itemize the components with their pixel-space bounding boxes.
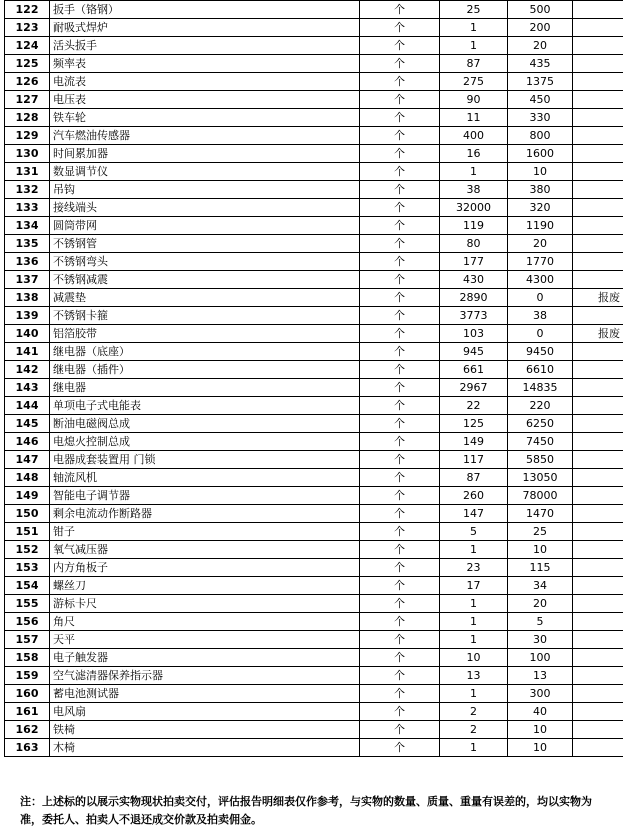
- item-note: [573, 505, 623, 523]
- item-value: 34: [508, 577, 573, 595]
- item-note: [573, 163, 623, 181]
- item-quantity: 149: [440, 433, 508, 451]
- item-number: 153: [5, 559, 50, 577]
- item-note: [573, 361, 623, 379]
- item-unit: 个: [360, 523, 440, 541]
- table-row: [5, 469, 623, 487]
- item-quantity: 38: [440, 181, 508, 199]
- item-value: 200: [508, 19, 573, 37]
- item-value: 5: [508, 613, 573, 631]
- item-value: 800: [508, 127, 573, 145]
- item-note: [573, 253, 623, 271]
- item-note: [573, 181, 623, 199]
- item-value: 13: [508, 667, 573, 685]
- item-quantity: 90: [440, 91, 508, 109]
- table-row: [5, 145, 623, 163]
- item-quantity: 260: [440, 487, 508, 505]
- item-unit: 个: [360, 631, 440, 649]
- item-quantity: 2890: [440, 289, 508, 307]
- item-quantity: 2: [440, 721, 508, 739]
- item-number: 152: [5, 541, 50, 559]
- item-note: [573, 109, 623, 127]
- item-quantity: 13: [440, 667, 508, 685]
- item-note: [573, 73, 623, 91]
- item-note: [573, 703, 623, 721]
- item-note: [573, 451, 623, 469]
- item-name: 耐吸式焊炉: [50, 19, 360, 37]
- table-row: [5, 91, 623, 109]
- item-value: 13050: [508, 469, 573, 487]
- item-name: 电风扇: [50, 703, 360, 721]
- item-unit: 个: [360, 703, 440, 721]
- item-quantity: 3773: [440, 307, 508, 325]
- item-number: 131: [5, 163, 50, 181]
- item-unit: 个: [360, 721, 440, 739]
- item-note: [573, 541, 623, 559]
- item-name: 轴流风机: [50, 469, 360, 487]
- item-name: 减震垫: [50, 289, 360, 307]
- item-note: [573, 523, 623, 541]
- item-unit: 个: [360, 469, 440, 487]
- item-name: 接线端头: [50, 199, 360, 217]
- item-value: 0: [508, 325, 573, 343]
- item-name: 圆筒带网: [50, 217, 360, 235]
- item-value: 1375: [508, 73, 573, 91]
- item-number: 124: [5, 37, 50, 55]
- item-quantity: 1: [440, 37, 508, 55]
- item-value: 10: [508, 541, 573, 559]
- item-unit: 个: [360, 163, 440, 181]
- item-quantity: 11: [440, 109, 508, 127]
- item-quantity: 275: [440, 73, 508, 91]
- item-quantity: 661: [440, 361, 508, 379]
- item-quantity: 17: [440, 577, 508, 595]
- item-name: 继电器（插件）: [50, 361, 360, 379]
- item-note: [573, 649, 623, 667]
- item-note: [573, 721, 623, 739]
- item-quantity: 22: [440, 397, 508, 415]
- item-unit: 个: [360, 667, 440, 685]
- item-name: 频率表: [50, 55, 360, 73]
- table-row: [5, 37, 623, 55]
- table-row: [5, 721, 623, 739]
- item-value: 78000: [508, 487, 573, 505]
- item-name: 木椅: [50, 739, 360, 757]
- item-name: 时间累加器: [50, 145, 360, 163]
- item-number: 149: [5, 487, 50, 505]
- item-value: 320: [508, 199, 573, 217]
- item-unit: 个: [360, 379, 440, 397]
- item-name: 断油电磁阀总成: [50, 415, 360, 433]
- table-row: [5, 127, 623, 145]
- item-unit: 个: [360, 1, 440, 19]
- item-unit: 个: [360, 235, 440, 253]
- item-number: 128: [5, 109, 50, 127]
- item-note: [573, 235, 623, 253]
- table-row: [5, 379, 623, 397]
- item-note: [573, 739, 623, 757]
- item-number: 132: [5, 181, 50, 199]
- item-unit: 个: [360, 397, 440, 415]
- item-quantity: 1: [440, 541, 508, 559]
- item-unit: 个: [360, 505, 440, 523]
- item-unit: 个: [360, 595, 440, 613]
- item-quantity: 117: [440, 451, 508, 469]
- item-value: 220: [508, 397, 573, 415]
- item-name: 剩余电流动作断路器: [50, 505, 360, 523]
- table-row: [5, 325, 623, 343]
- item-value: 300: [508, 685, 573, 703]
- item-note: [573, 127, 623, 145]
- item-unit: 个: [360, 361, 440, 379]
- item-name: 数显调节仪: [50, 163, 360, 181]
- table-row: [5, 451, 623, 469]
- table-row: [5, 1, 623, 19]
- item-quantity: 1: [440, 19, 508, 37]
- item-unit: 个: [360, 55, 440, 73]
- table-row: [5, 613, 623, 631]
- item-note: [573, 343, 623, 361]
- item-quantity: 103: [440, 325, 508, 343]
- item-name: 电压表: [50, 91, 360, 109]
- item-value: 10: [508, 721, 573, 739]
- item-name: 铝箔胶带: [50, 325, 360, 343]
- item-quantity: 23: [440, 559, 508, 577]
- item-value: 14835: [508, 379, 573, 397]
- item-name: 铁车轮: [50, 109, 360, 127]
- item-value: 380: [508, 181, 573, 199]
- table-row: [5, 109, 623, 127]
- table-row: [5, 397, 623, 415]
- item-unit: 个: [360, 685, 440, 703]
- item-unit: 个: [360, 577, 440, 595]
- item-value: 1470: [508, 505, 573, 523]
- item-unit: 个: [360, 541, 440, 559]
- item-name: 不锈钢减震: [50, 271, 360, 289]
- item-name: 不锈钢卡箍: [50, 307, 360, 325]
- table-row: [5, 667, 623, 685]
- item-note: [573, 1, 623, 19]
- item-number: 145: [5, 415, 50, 433]
- item-unit: 个: [360, 325, 440, 343]
- item-note: [573, 145, 623, 163]
- item-quantity: 2967: [440, 379, 508, 397]
- item-note: [573, 631, 623, 649]
- item-name: 扳手（铬钢）: [50, 1, 360, 19]
- item-quantity: 1: [440, 685, 508, 703]
- item-note: [573, 37, 623, 55]
- item-number: 151: [5, 523, 50, 541]
- item-name: 蓄电池测试器: [50, 685, 360, 703]
- item-quantity: 1: [440, 631, 508, 649]
- item-note: [573, 199, 623, 217]
- item-unit: 个: [360, 739, 440, 757]
- item-name: 铁椅: [50, 721, 360, 739]
- item-number: 146: [5, 433, 50, 451]
- table-row: [5, 307, 623, 325]
- table-row: [5, 649, 623, 667]
- item-value: 40: [508, 703, 573, 721]
- table-row: [5, 433, 623, 451]
- item-unit: 个: [360, 199, 440, 217]
- table-row: [5, 523, 623, 541]
- item-number: 159: [5, 667, 50, 685]
- item-number: 142: [5, 361, 50, 379]
- item-number: 126: [5, 73, 50, 91]
- table-row: [5, 739, 623, 757]
- table-row: [5, 631, 623, 649]
- table-row: [5, 487, 623, 505]
- item-number: 144: [5, 397, 50, 415]
- item-value: 25: [508, 523, 573, 541]
- table-row: [5, 55, 623, 73]
- item-number: 135: [5, 235, 50, 253]
- item-number: 139: [5, 307, 50, 325]
- item-unit: 个: [360, 127, 440, 145]
- item-value: 9450: [508, 343, 573, 361]
- item-name: 电器成套装置用 门锁: [50, 451, 360, 469]
- item-value: 4300: [508, 271, 573, 289]
- item-unit: 个: [360, 559, 440, 577]
- item-number: 141: [5, 343, 50, 361]
- item-value: 5850: [508, 451, 573, 469]
- item-name: 智能电子调节器: [50, 487, 360, 505]
- item-note: [573, 19, 623, 37]
- item-name: 螺丝刀: [50, 577, 360, 595]
- table-row: [5, 19, 623, 37]
- item-note: [573, 487, 623, 505]
- item-note: [573, 469, 623, 487]
- item-value: 0: [508, 289, 573, 307]
- item-number: 148: [5, 469, 50, 487]
- item-value: 100: [508, 649, 573, 667]
- table-row: [5, 199, 623, 217]
- item-number: 133: [5, 199, 50, 217]
- item-quantity: 1: [440, 739, 508, 757]
- item-unit: 个: [360, 307, 440, 325]
- item-quantity: 2: [440, 703, 508, 721]
- item-unit: 个: [360, 73, 440, 91]
- item-value: 6250: [508, 415, 573, 433]
- item-note: [573, 217, 623, 235]
- item-name: 空气滤清器保养指示器: [50, 667, 360, 685]
- item-name: 内方角板子: [50, 559, 360, 577]
- item-number: 161: [5, 703, 50, 721]
- item-value: 6610: [508, 361, 573, 379]
- item-value: 7450: [508, 433, 573, 451]
- item-name: 继电器: [50, 379, 360, 397]
- item-unit: 个: [360, 343, 440, 361]
- item-note: [573, 685, 623, 703]
- table-row: [5, 541, 623, 559]
- item-name: 继电器（底座）: [50, 343, 360, 361]
- item-quantity: 87: [440, 55, 508, 73]
- item-value: 1600: [508, 145, 573, 163]
- item-number: 136: [5, 253, 50, 271]
- item-number: 143: [5, 379, 50, 397]
- item-quantity: 16: [440, 145, 508, 163]
- item-note: [573, 91, 623, 109]
- item-note: [573, 577, 623, 595]
- item-note: [573, 433, 623, 451]
- item-name: 游标卡尺: [50, 595, 360, 613]
- item-number: 138: [5, 289, 50, 307]
- table-row: [5, 271, 623, 289]
- inventory-table: [4, 0, 623, 757]
- item-note: [573, 397, 623, 415]
- item-value: 38: [508, 307, 573, 325]
- item-name: 电子触发器: [50, 649, 360, 667]
- item-quantity: 177: [440, 253, 508, 271]
- item-name: 氧气减压器: [50, 541, 360, 559]
- item-note: 报废: [573, 325, 623, 343]
- item-number: 147: [5, 451, 50, 469]
- item-number: 140: [5, 325, 50, 343]
- item-quantity: 1: [440, 163, 508, 181]
- item-quantity: 945: [440, 343, 508, 361]
- item-name: 天平: [50, 631, 360, 649]
- item-unit: 个: [360, 109, 440, 127]
- item-quantity: 147: [440, 505, 508, 523]
- item-value: 1190: [508, 217, 573, 235]
- item-unit: 个: [360, 613, 440, 631]
- item-unit: 个: [360, 19, 440, 37]
- item-quantity: 119: [440, 217, 508, 235]
- item-number: 155: [5, 595, 50, 613]
- table-row: [5, 361, 623, 379]
- item-value: 115: [508, 559, 573, 577]
- item-note: [573, 613, 623, 631]
- item-value: 30: [508, 631, 573, 649]
- item-number: 137: [5, 271, 50, 289]
- item-unit: 个: [360, 181, 440, 199]
- item-note: [573, 595, 623, 613]
- item-number: 158: [5, 649, 50, 667]
- item-unit: 个: [360, 289, 440, 307]
- item-number: 150: [5, 505, 50, 523]
- item-number: 127: [5, 91, 50, 109]
- item-quantity: 87: [440, 469, 508, 487]
- item-value: 20: [508, 595, 573, 613]
- table-row: [5, 163, 623, 181]
- footnote: 注：上述标的以展示实物现状拍卖交付，评估报告明细表仅作参考，与实物的数量、质量、重量有误差的，均以实物为准，委托人、拍卖人不退还成交价款及拍卖佣金。: [20, 793, 610, 829]
- item-note: [573, 307, 623, 325]
- item-number: 163: [5, 739, 50, 757]
- table-row: [5, 217, 623, 235]
- item-note: [573, 271, 623, 289]
- item-note: [573, 667, 623, 685]
- item-name: 电流表: [50, 73, 360, 91]
- item-number: 162: [5, 721, 50, 739]
- item-value: 10: [508, 739, 573, 757]
- table-row: [5, 685, 623, 703]
- item-value: 1770: [508, 253, 573, 271]
- item-note: [573, 379, 623, 397]
- item-unit: 个: [360, 451, 440, 469]
- item-quantity: 25: [440, 1, 508, 19]
- table-row: [5, 181, 623, 199]
- item-note: [573, 415, 623, 433]
- item-value: 10: [508, 163, 573, 181]
- item-number: 156: [5, 613, 50, 631]
- item-quantity: 5: [440, 523, 508, 541]
- item-unit: 个: [360, 37, 440, 55]
- item-value: 20: [508, 235, 573, 253]
- table-row: [5, 343, 623, 361]
- item-name: 活头扳手: [50, 37, 360, 55]
- item-name: 不锈钢管: [50, 235, 360, 253]
- item-name: 单项电子式电能表: [50, 397, 360, 415]
- item-unit: 个: [360, 433, 440, 451]
- item-number: 134: [5, 217, 50, 235]
- item-number: 129: [5, 127, 50, 145]
- item-number: 123: [5, 19, 50, 37]
- item-quantity: 125: [440, 415, 508, 433]
- table-row: [5, 253, 623, 271]
- table-row: [5, 577, 623, 595]
- item-quantity: 1: [440, 613, 508, 631]
- item-note: [573, 559, 623, 577]
- table-row: [5, 559, 623, 577]
- item-number: 122: [5, 1, 50, 19]
- item-unit: 个: [360, 271, 440, 289]
- table-row: [5, 595, 623, 613]
- item-unit: 个: [360, 91, 440, 109]
- item-value: 500: [508, 1, 573, 19]
- item-name: 角尺: [50, 613, 360, 631]
- table-row: [5, 235, 623, 253]
- item-value: 20: [508, 37, 573, 55]
- item-number: 160: [5, 685, 50, 703]
- item-unit: 个: [360, 217, 440, 235]
- item-unit: 个: [360, 253, 440, 271]
- item-quantity: 430: [440, 271, 508, 289]
- table-row: [5, 505, 623, 523]
- item-quantity: 400: [440, 127, 508, 145]
- item-note: [573, 55, 623, 73]
- item-unit: 个: [360, 649, 440, 667]
- item-value: 435: [508, 55, 573, 73]
- item-name: 吊钩: [50, 181, 360, 199]
- item-name: 钳子: [50, 523, 360, 541]
- table-row: [5, 289, 623, 307]
- item-number: 154: [5, 577, 50, 595]
- item-unit: 个: [360, 415, 440, 433]
- item-quantity: 80: [440, 235, 508, 253]
- table-row: [5, 415, 623, 433]
- item-note: 报废: [573, 289, 623, 307]
- item-unit: 个: [360, 487, 440, 505]
- item-name: 不锈钢弯头: [50, 253, 360, 271]
- table-row: [5, 703, 623, 721]
- table-row: [5, 73, 623, 91]
- item-name: 电熄火控制总成: [50, 433, 360, 451]
- item-quantity: 10: [440, 649, 508, 667]
- item-number: 130: [5, 145, 50, 163]
- item-quantity: 1: [440, 595, 508, 613]
- item-value: 450: [508, 91, 573, 109]
- item-name: 汽车燃油传感器: [50, 127, 360, 145]
- item-unit: 个: [360, 145, 440, 163]
- item-number: 125: [5, 55, 50, 73]
- item-number: 157: [5, 631, 50, 649]
- item-quantity: 32000: [440, 199, 508, 217]
- item-value: 330: [508, 109, 573, 127]
